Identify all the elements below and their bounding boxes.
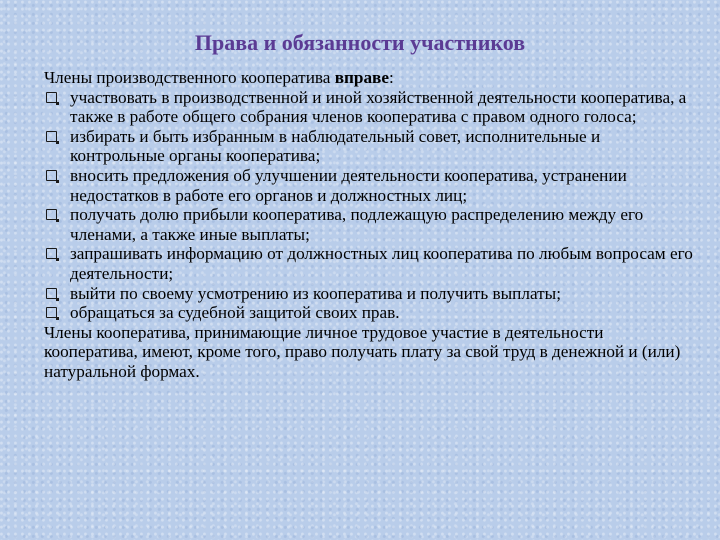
list-item-text: избирать и быть избранным в наблюдательный совет, исполнительные и контрольные органы кооператива;: [70, 126, 601, 166]
slide-content: [44, 68, 694, 382]
intro-suffix: :: [388, 68, 394, 87]
intro-paragraph: [44, 68, 694, 88]
hollow-square-bullet-icon: [46, 288, 57, 299]
list-item: [44, 303, 694, 323]
list-item: [44, 88, 694, 127]
list-item-text: запрашивать информацию от должностных лиц кооператива по любым вопросам его деятельности;: [70, 244, 693, 283]
slide-title: Права и обязанности участников: [194, 30, 526, 55]
hollow-square-bullet-icon: [46, 92, 57, 103]
intro-prefix: Члены производственного кооператива: [44, 68, 335, 87]
list-item: [44, 205, 694, 244]
list-item-text: участвовать в производственной и иной хозяйственной деятельности кооператива, а также в работе общего собрания членов кооператива с правом одного голоса;: [70, 87, 687, 127]
hollow-square-bullet-icon: [46, 248, 57, 259]
list-item-text: обращаться за судебной защитой своих прав.: [70, 303, 400, 323]
hollow-square-bullet-icon: [46, 209, 57, 220]
list-item-text: вносить предложения об улучшении деятельности кооператива, устранении недостатков в работе его органов и должностных лиц;: [70, 165, 627, 205]
intro-bold-word: вправе: [334, 68, 389, 87]
list-item: [44, 244, 694, 283]
list-item: [44, 166, 694, 205]
list-item: [44, 284, 694, 304]
hollow-square-bullet-icon: [46, 307, 57, 318]
list-item-text: получать долю прибыли кооператива, подлежащую распределению между его членами, а также иные выплаты;: [70, 205, 644, 244]
rights-list: [44, 88, 694, 323]
hollow-square-bullet-icon: [46, 131, 57, 142]
list-item: [44, 127, 694, 166]
outro-paragraph: Члены кооператива, принимающие личное трудовое участие в деятельности кооператива, имеют, кроме того, право получать плату за свой труд в денежной и (или) натуральной формах.: [44, 322, 681, 381]
hollow-square-bullet-icon: [46, 170, 57, 181]
list-item-text: выйти по своему усмотрению из кооператива и получить выплаты;: [70, 283, 561, 303]
